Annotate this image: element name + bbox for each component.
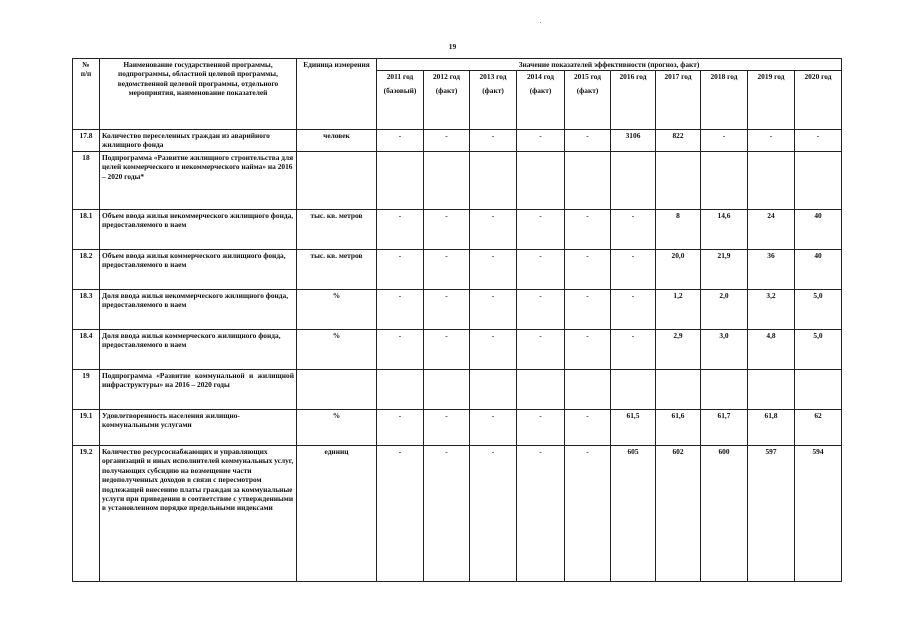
row-unit — [297, 152, 377, 210]
table-row — [73, 130, 842, 152]
row-value: - — [517, 290, 565, 330]
table-row — [73, 370, 842, 410]
row-unit: % — [297, 330, 377, 370]
row-value: 594 — [795, 446, 842, 582]
table-header — [73, 59, 842, 130]
header-num: № п/п — [73, 59, 100, 130]
row-value: - — [424, 330, 470, 370]
row-value: 36 — [748, 250, 795, 290]
row-value: 21,9 — [701, 250, 748, 290]
row-value: - — [565, 250, 611, 290]
header-year-label: 2013 год — [479, 72, 507, 82]
table-row — [73, 330, 842, 370]
row-value: 24 — [748, 210, 795, 250]
row-value: 4,8 — [748, 330, 795, 370]
row-value: - — [424, 250, 470, 290]
indicators-table — [72, 58, 842, 582]
row-value: 2,9 — [656, 330, 701, 370]
scan-dot — [540, 22, 541, 23]
header-year-label: 2020 год — [804, 72, 832, 82]
row-value: - — [517, 210, 565, 250]
header-name: Наименование государственной программы, подпрограммы, областной целевой программы, ведомственной целевой программы, отдельного мероприятия, наименование показателей — [100, 59, 297, 130]
header-year-4 — [565, 71, 611, 130]
header-year-label: 2019 год — [757, 72, 785, 82]
row-value — [795, 152, 842, 210]
row-value — [656, 152, 701, 210]
row-value: - — [377, 410, 424, 446]
row-value: - — [470, 130, 517, 152]
row-unit — [297, 370, 377, 410]
row-unit: % — [297, 290, 377, 330]
row-value: - — [565, 330, 611, 370]
row-name: Количество ресурсоснабжающих и управляющих организаций и иных исполнителей коммунальных услуг, получающих субсидию на возмещение части недополученных доходов в связи с пересмотром подлежащей внесению платы граждан за коммунальные услуги при приведении в соответствие с утвержденными в установленном порядке предельными индексами — [100, 446, 297, 582]
header-year-6 — [656, 71, 701, 130]
row-value: 61,6 — [656, 410, 701, 446]
table-body — [73, 130, 842, 582]
row-value — [424, 152, 470, 210]
row-value: - — [748, 130, 795, 152]
header-year-3 — [517, 71, 565, 130]
row-value: 40 — [795, 250, 842, 290]
row-value: - — [565, 290, 611, 330]
row-value: 5,0 — [795, 330, 842, 370]
row-value: - — [470, 446, 517, 582]
header-values: Значение показателей эффективности (прогноз, факт) — [377, 59, 842, 71]
header-year-label: 2011 год — [386, 72, 414, 82]
row-value: 61,7 — [701, 410, 748, 446]
row-number: 19.2 — [73, 446, 100, 582]
row-value: 3,0 — [701, 330, 748, 370]
header-year-note: (факт) — [576, 85, 599, 95]
table-row — [73, 290, 842, 330]
header-year-label: 2018 год — [710, 72, 738, 82]
row-value — [611, 152, 656, 210]
header-year-0 — [377, 71, 424, 130]
header-year-label: 2016 год — [619, 72, 647, 82]
row-value: - — [517, 410, 565, 446]
row-value: - — [701, 130, 748, 152]
row-value: - — [795, 130, 842, 152]
row-value — [565, 152, 611, 210]
row-value: - — [377, 130, 424, 152]
row-name: Доля ввода жилья коммерческого жилищного фонда, предоставляемого в наем — [100, 330, 297, 370]
row-value — [611, 370, 656, 410]
header-year-note: (факт) — [529, 85, 552, 95]
row-name: Объем ввода жилья коммерческого жилищного фонда, предоставляемого в наем — [100, 250, 297, 290]
page-number: 19 — [448, 42, 457, 51]
row-value — [701, 152, 748, 210]
row-value: 822 — [656, 130, 701, 152]
row-value: - — [424, 290, 470, 330]
row-value: - — [377, 446, 424, 582]
row-value: - — [470, 210, 517, 250]
row-number: 18.1 — [73, 210, 100, 250]
row-value — [377, 370, 424, 410]
row-number: 19 — [73, 370, 100, 410]
header-year-label: 2015 год — [573, 72, 602, 82]
row-value: 3,2 — [748, 290, 795, 330]
header-year-5 — [611, 71, 656, 130]
row-value: - — [565, 210, 611, 250]
row-value: 3106 — [611, 130, 656, 152]
table-row — [73, 250, 842, 290]
header-year-label: 2012 год — [432, 72, 461, 82]
row-value — [656, 370, 701, 410]
header-year-7 — [701, 71, 748, 130]
row-name: Подпрограмма «Развитие жилищного строительства для целей коммерческого и некоммерческого найма» на 2016 – 2020 годы* — [100, 152, 297, 210]
row-value — [470, 370, 517, 410]
row-value: - — [565, 446, 611, 582]
row-value: - — [377, 250, 424, 290]
row-unit: тыс. кв. метров — [297, 210, 377, 250]
header-year-8 — [748, 71, 795, 130]
row-number: 18.2 — [73, 250, 100, 290]
row-value — [377, 152, 424, 210]
header-year-1 — [424, 71, 470, 130]
header-year-note: (факт) — [435, 85, 458, 95]
row-value: - — [611, 290, 656, 330]
header-year-note: (базовый) — [383, 85, 417, 95]
row-value: - — [565, 410, 611, 446]
row-value: 14,6 — [701, 210, 748, 250]
row-unit: единиц — [297, 446, 377, 582]
row-value: - — [377, 210, 424, 250]
row-value — [424, 370, 470, 410]
row-value: - — [565, 130, 611, 152]
row-value: 597 — [748, 446, 795, 582]
row-value: - — [470, 250, 517, 290]
row-value — [748, 370, 795, 410]
header-year-9 — [795, 71, 842, 130]
table-row — [73, 210, 842, 250]
row-value: 61,8 — [748, 410, 795, 446]
row-value: 62 — [795, 410, 842, 446]
row-value: - — [517, 130, 565, 152]
table-row — [73, 152, 842, 210]
row-value: 61,5 — [611, 410, 656, 446]
row-value — [748, 152, 795, 210]
row-number: 18 — [73, 152, 100, 210]
row-value — [701, 370, 748, 410]
row-unit: тыс. кв. метров — [297, 250, 377, 290]
row-name: Подпрограмма «Развитие коммунальной и жилищной инфраструктуры» на 2016 – 2020 годы — [100, 370, 297, 410]
row-value: 2,0 — [701, 290, 748, 330]
row-value — [517, 370, 565, 410]
row-value: 5,0 — [795, 290, 842, 330]
row-value: - — [611, 210, 656, 250]
row-value: 605 — [611, 446, 656, 582]
row-value — [470, 152, 517, 210]
row-value: - — [377, 290, 424, 330]
row-value: - — [424, 130, 470, 152]
row-value: - — [517, 250, 565, 290]
row-value: - — [470, 330, 517, 370]
row-value: - — [424, 410, 470, 446]
row-value: 602 — [656, 446, 701, 582]
row-number: 18.4 — [73, 330, 100, 370]
row-value: 1,2 — [656, 290, 701, 330]
row-value: - — [517, 330, 565, 370]
row-value: 20,0 — [656, 250, 701, 290]
header-year-label: 2017 год — [664, 72, 692, 82]
header-year-note: (факт) — [482, 85, 504, 95]
row-value: - — [470, 290, 517, 330]
row-value: - — [470, 410, 517, 446]
row-unit: человек — [297, 130, 377, 152]
row-value — [517, 152, 565, 210]
row-number: 19.1 — [73, 410, 100, 446]
row-value: - — [611, 330, 656, 370]
row-value: 40 — [795, 210, 842, 250]
row-unit: % — [297, 410, 377, 446]
header-unit: Единица измерения — [297, 59, 377, 130]
row-value: - — [377, 330, 424, 370]
row-name: Количество переселенных граждан из аварийного жилищного фонда — [100, 130, 297, 152]
row-value: - — [517, 446, 565, 582]
row-value: 8 — [656, 210, 701, 250]
row-value: 600 — [701, 446, 748, 582]
row-name: Удовлетворенность населения жилищно-коммунальными услугами — [100, 410, 297, 446]
header-year-2 — [470, 71, 517, 130]
row-value: - — [424, 210, 470, 250]
table-row — [73, 410, 842, 446]
row-number: 18.3 — [73, 290, 100, 330]
row-number: 17.8 — [73, 130, 100, 152]
row-value — [795, 370, 842, 410]
row-value: - — [424, 446, 470, 582]
header-year-label: 2014 год — [526, 72, 555, 82]
row-name: Доля ввода жилья некоммерческого жилищного фонда, предоставляемого в наем — [100, 290, 297, 330]
row-value — [565, 370, 611, 410]
table-row — [73, 446, 842, 582]
row-name: Объем ввода жилья некоммерческого жилищного фонда, предоставляемого в наем — [100, 210, 297, 250]
row-value: - — [611, 250, 656, 290]
